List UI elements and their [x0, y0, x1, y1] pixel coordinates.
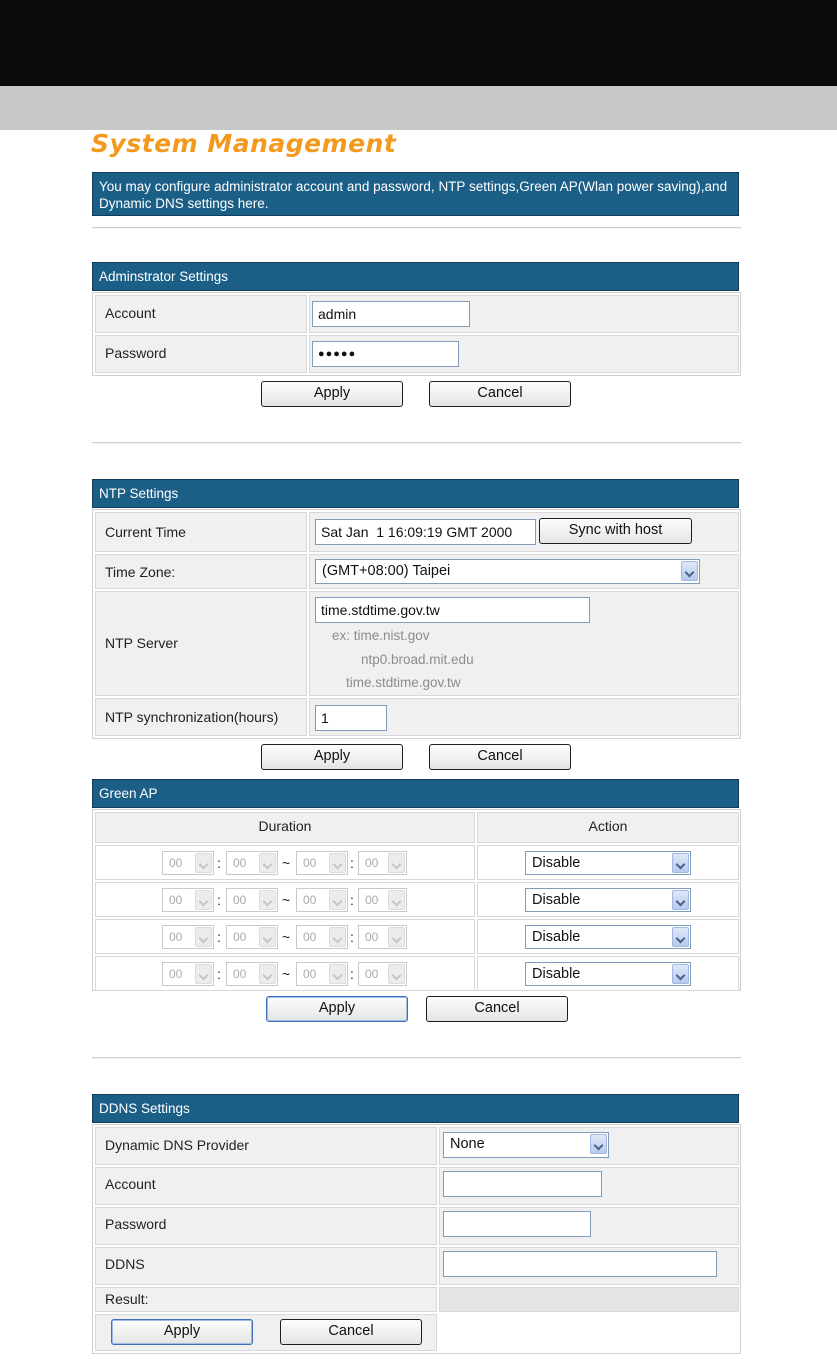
- end-minute-select: 00: [358, 888, 407, 912]
- ddns-input[interactable]: [443, 1251, 717, 1277]
- ddns-apply-button[interactable]: Apply: [111, 1319, 253, 1345]
- chevron-down-icon: [195, 853, 212, 873]
- colon-separator: :: [350, 892, 354, 908]
- chevron-down-icon: [388, 890, 405, 910]
- divider: [92, 442, 741, 444]
- chevron-down-icon: [195, 927, 212, 947]
- chevron-down-icon: [388, 964, 405, 984]
- intro-text: You may configure administrator account and password, NTP settings,Green AP(Wlan power saving),and Dynamic DNS settings here.: [92, 172, 739, 216]
- ntp-sync-hours-input[interactable]: 1: [315, 705, 387, 731]
- colon-separator: :: [350, 855, 354, 871]
- ddns-provider-label: Dynamic DNS Provider: [105, 1137, 249, 1153]
- action-column-header: Action: [588, 818, 628, 834]
- chevron-down-icon: [590, 1134, 607, 1154]
- ddns-label: DDNS: [105, 1256, 145, 1272]
- chevron-down-icon: [329, 927, 346, 947]
- start-minute-select: 00: [226, 962, 278, 986]
- end-minute-select: 00: [358, 925, 407, 949]
- ddns-cancel-button[interactable]: Cancel: [280, 1319, 422, 1345]
- end-hour-select: 00: [296, 962, 348, 986]
- page-title: System Management: [91, 129, 397, 158]
- duration-column-header: Duration: [258, 818, 312, 834]
- ntp-settings-header: NTP Settings: [92, 479, 739, 508]
- ntp-server-example: ntp0.broad.mit.edu: [361, 652, 474, 667]
- chevron-down-icon: [672, 927, 689, 947]
- ntp-cancel-button[interactable]: Cancel: [429, 744, 571, 770]
- colon-separator: :: [217, 855, 221, 871]
- tilde-separator: ~: [282, 929, 291, 945]
- ntp-timezone-label: Time Zone:: [105, 564, 176, 580]
- tilde-separator: ~: [282, 855, 291, 871]
- ddns-settings-table: [92, 1124, 741, 1354]
- divider: [92, 1057, 741, 1059]
- top-banner: [0, 0, 837, 86]
- colon-separator: :: [350, 966, 354, 982]
- colon-separator: :: [217, 892, 221, 908]
- ddns-password-label: Password: [105, 1216, 167, 1232]
- admin-settings-table: [92, 292, 741, 376]
- end-hour-select: 00: [296, 851, 348, 875]
- tilde-separator: ~: [282, 966, 291, 982]
- ddns-result-label: Result:: [105, 1291, 149, 1307]
- end-minute-select: 00: [358, 851, 407, 875]
- admin-settings-header: Adminstrator Settings: [92, 262, 739, 291]
- start-hour-select: 00: [162, 962, 214, 986]
- admin-password-label: Password: [105, 345, 167, 361]
- admin-account-label: Account: [105, 305, 156, 321]
- green-ap-action-select[interactable]: Disable: [525, 962, 691, 986]
- green-ap-header: Green AP: [92, 779, 739, 808]
- ddns-settings-header: DDNS Settings: [92, 1094, 739, 1123]
- chevron-down-icon: [329, 853, 346, 873]
- ddns-password-input[interactable]: [443, 1211, 591, 1237]
- divider: [92, 227, 741, 229]
- start-hour-select: 00: [162, 925, 214, 949]
- end-hour-select: 00: [296, 925, 348, 949]
- start-minute-select: 00: [226, 925, 278, 949]
- tilde-separator: ~: [282, 892, 291, 908]
- ntp-server-example: time.stdtime.gov.tw: [346, 675, 461, 690]
- start-hour-select: 00: [162, 851, 214, 875]
- chevron-down-icon: [672, 853, 689, 873]
- admin-account-input[interactable]: admin: [312, 301, 470, 327]
- ntp-current-time-input[interactable]: Sat Jan 1 16:09:19 GMT 2000: [315, 519, 536, 545]
- end-hour-select: 00: [296, 888, 348, 912]
- colon-separator: :: [217, 929, 221, 945]
- chevron-down-icon: [329, 964, 346, 984]
- start-minute-select: 00: [226, 888, 278, 912]
- admin-password-input[interactable]: ●●●●●: [312, 341, 459, 367]
- chevron-down-icon: [388, 853, 405, 873]
- chevron-down-icon: [259, 890, 276, 910]
- ntp-settings-table: [92, 509, 741, 739]
- chevron-down-icon: [388, 927, 405, 947]
- start-hour-select: 00: [162, 888, 214, 912]
- start-minute-select: 00: [226, 851, 278, 875]
- chevron-down-icon: [672, 964, 689, 984]
- sync-with-host-button[interactable]: Sync with host: [539, 518, 692, 544]
- end-minute-select: 00: [358, 962, 407, 986]
- admin-cancel-button[interactable]: Cancel: [429, 381, 571, 407]
- menu-bar: [0, 86, 837, 130]
- chevron-down-icon: [259, 927, 276, 947]
- ddns-account-input[interactable]: [443, 1171, 602, 1197]
- chevron-down-icon: [259, 964, 276, 984]
- ntp-apply-button[interactable]: Apply: [261, 744, 403, 770]
- ntp-sync-hours-label: NTP synchronization(hours): [105, 709, 279, 725]
- ntp-server-label: NTP Server: [105, 635, 178, 651]
- ntp-server-input[interactable]: time.stdtime.gov.tw: [315, 597, 590, 623]
- admin-apply-button[interactable]: Apply: [261, 381, 403, 407]
- ddns-provider-select[interactable]: None: [443, 1132, 609, 1158]
- ntp-current-time-label: Current Time: [105, 524, 186, 540]
- timezone-select[interactable]: (GMT+08:00) Taipei: [315, 559, 700, 584]
- chevron-down-icon: [195, 890, 212, 910]
- ddns-account-label: Account: [105, 1176, 156, 1192]
- chevron-down-icon: [672, 890, 689, 910]
- green-ap-apply-button[interactable]: Apply: [266, 996, 408, 1022]
- green-ap-action-select[interactable]: Disable: [525, 888, 691, 912]
- green-ap-cancel-button[interactable]: Cancel: [426, 996, 568, 1022]
- chevron-down-icon: [195, 964, 212, 984]
- colon-separator: :: [217, 966, 221, 982]
- chevron-down-icon: [681, 561, 698, 581]
- green-ap-table: [92, 809, 741, 991]
- green-ap-action-select[interactable]: Disable: [525, 851, 691, 875]
- green-ap-action-select[interactable]: Disable: [525, 925, 691, 949]
- colon-separator: :: [350, 929, 354, 945]
- chevron-down-icon: [259, 853, 276, 873]
- chevron-down-icon: [329, 890, 346, 910]
- ntp-server-example: ex: time.nist.gov: [332, 628, 430, 643]
